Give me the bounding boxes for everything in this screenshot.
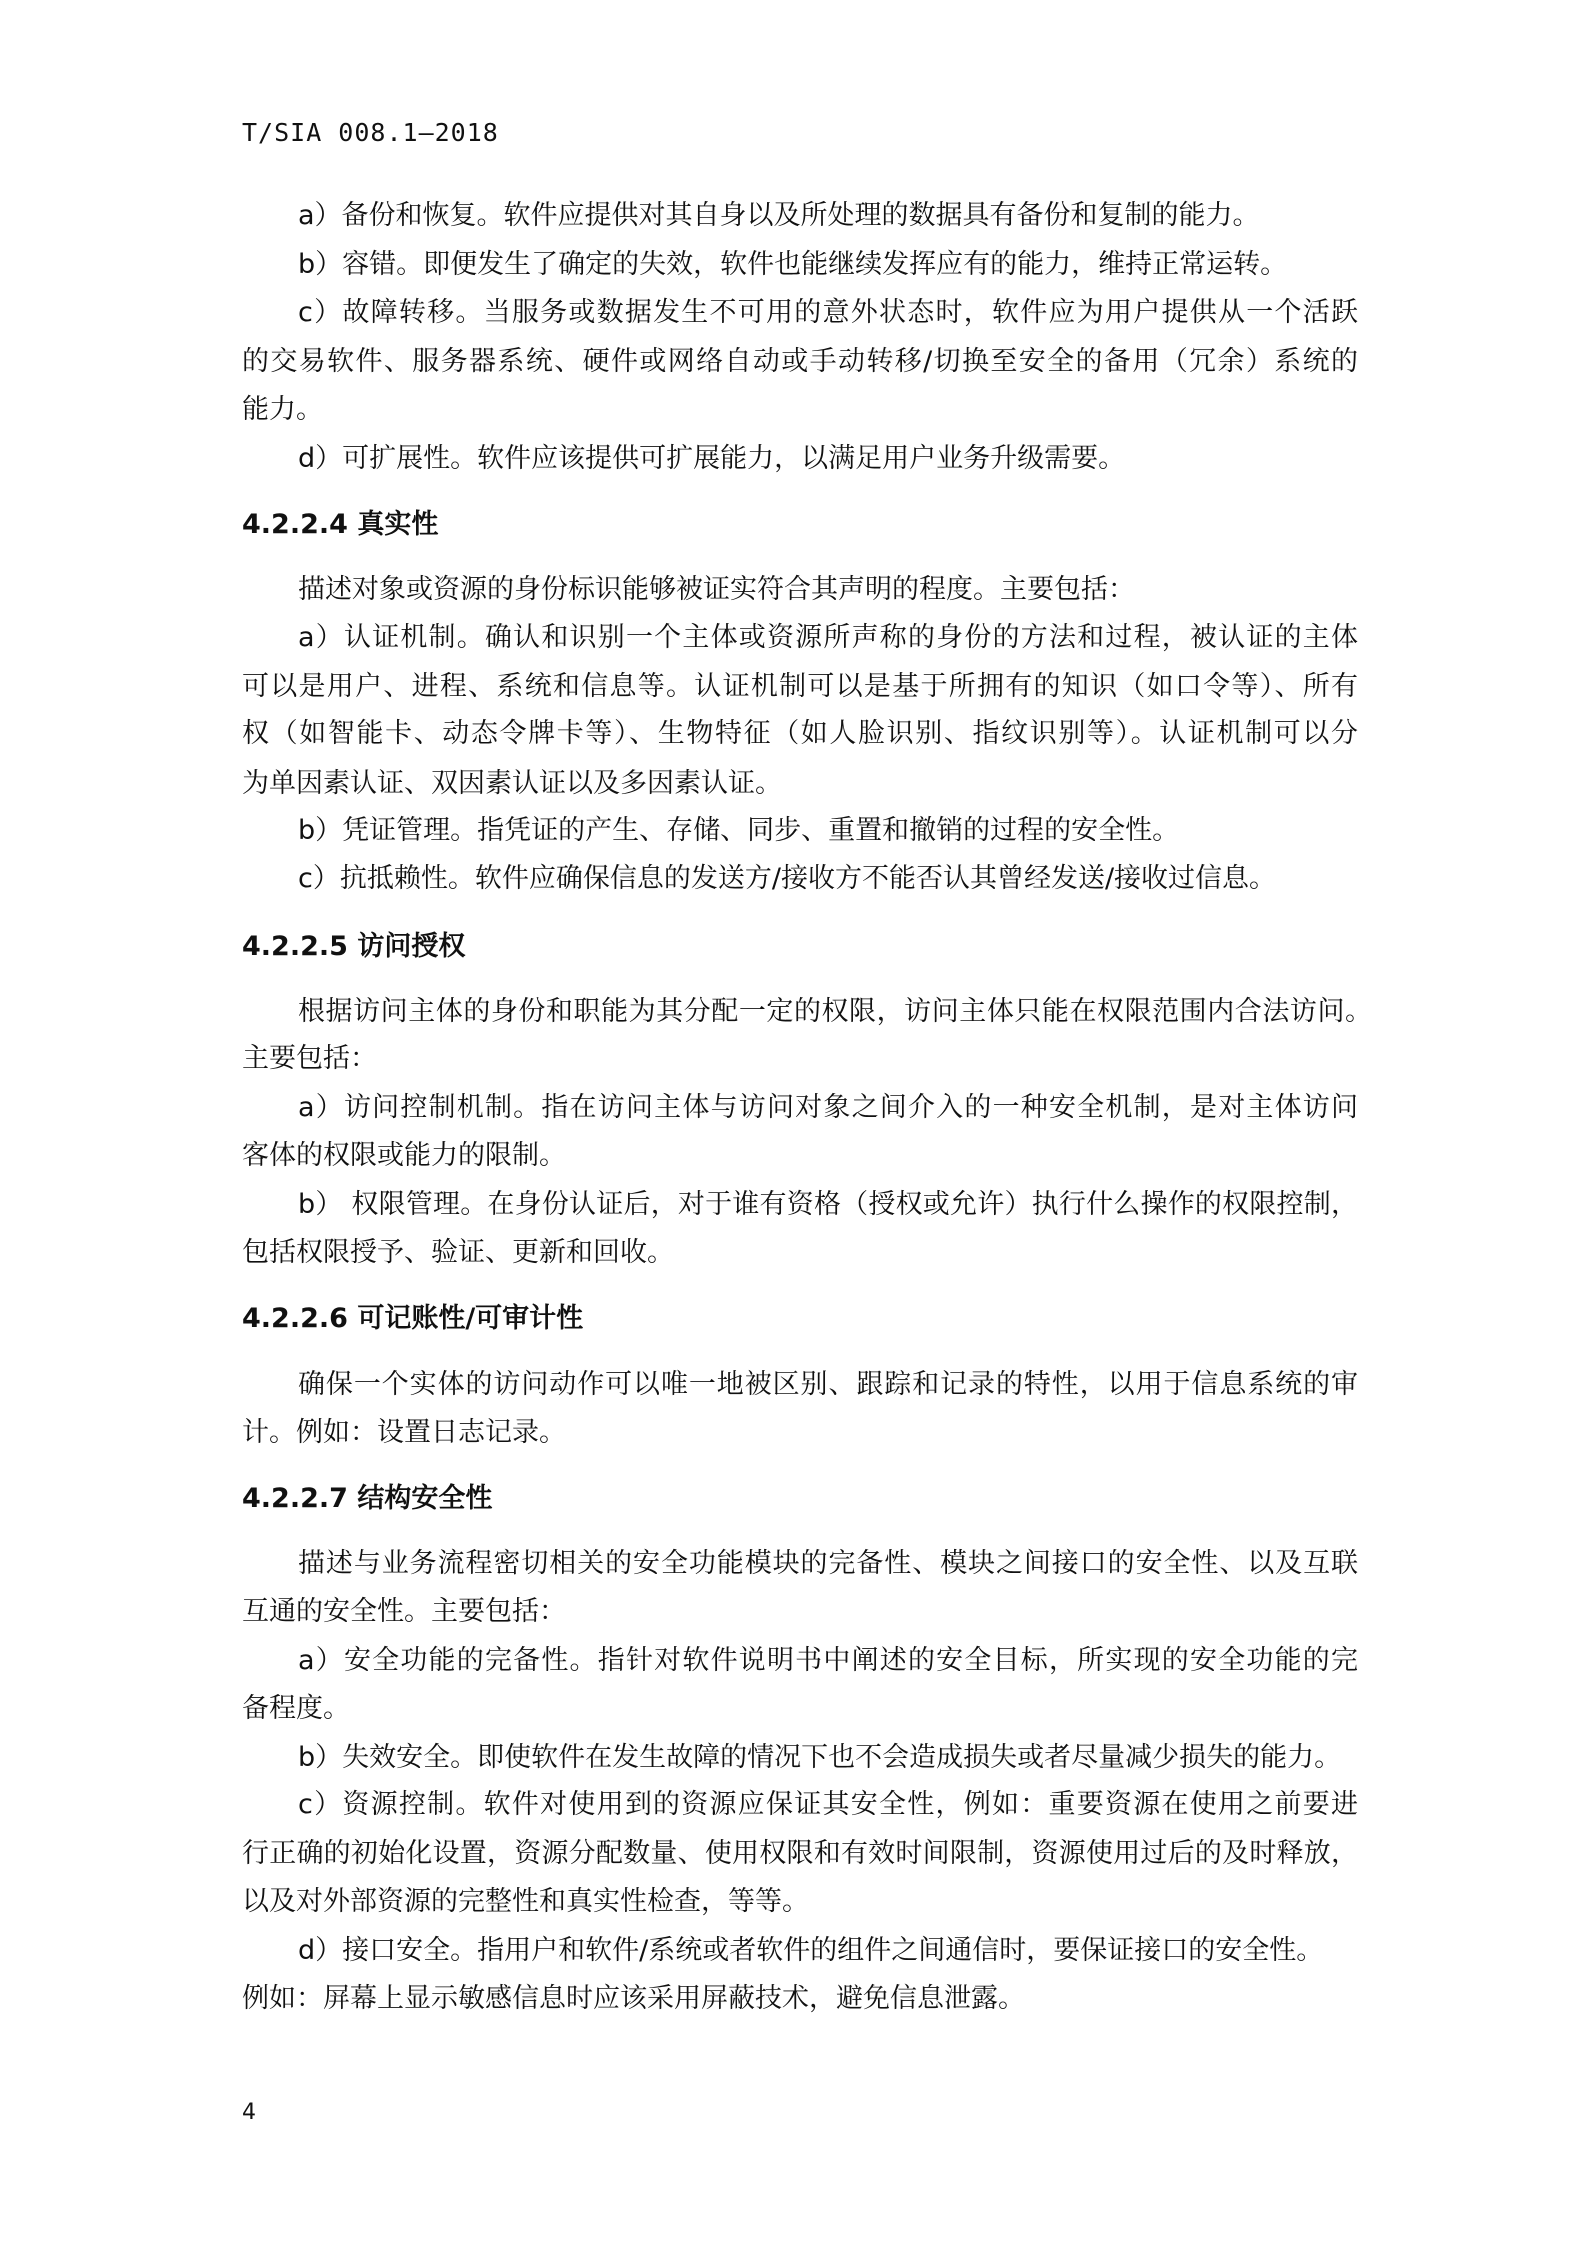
paragraph-line: 客体的权限或能力的限制。 (242, 1140, 566, 1171)
paragraph-line: 包括权限授予、验证、更新和回收。 (242, 1237, 674, 1268)
paragraph-line: d）接口安全。指用户和软件/系统或者软件的组件之间通信时，要保证接口的安全性。 (298, 1935, 1324, 1966)
paragraph-line: 主要包括： (242, 1043, 377, 1074)
section-heading-4-2-2-6: 4.2.2.6 可记账性/可审计性 (242, 1303, 584, 1334)
paragraph-line: 为单因素认证、双因素认证以及多因素认证。 (242, 768, 782, 799)
section-heading-4-2-2-7: 4.2.2.7 结构安全性 (242, 1483, 493, 1514)
paragraph-line: c）故障转移。当服务或数据发生不可用的意外状态时，软件应为用户提供从一个活跃 (298, 297, 1358, 328)
paragraph-line: b）失效安全。即使软件在发生故障的情况下也不会造成损失或者尽量减少损失的能力。 (298, 1742, 1342, 1773)
paragraph-line: c）抗抵赖性。软件应确保信息的发送方/接收方不能否认其曾经发送/接收过信息。 (298, 863, 1277, 894)
paragraph-line: b） 权限管理。在身份认证后，对于谁有资格（授权或允许）执行什么操作的权限控制， (298, 1189, 1358, 1220)
page-number: 4 (242, 2100, 256, 2125)
paragraph-line: 描述对象或资源的身份标识能够被证实符合其声明的程度。主要包括： (298, 574, 1135, 605)
section-heading-4-2-2-5: 4.2.2.5 访问授权 (242, 931, 466, 962)
paragraph-line: 能力。 (242, 394, 323, 425)
paragraph-line: a）认证机制。确认和识别一个主体或资源所声称的身份的方法和过程，被认证的主体 (298, 622, 1358, 653)
paragraph-line: 权（如智能卡、动态令牌卡等）、生物特征（如人脸识别、指纹识别等）。认证机制可以分 (242, 718, 1358, 749)
paragraph-line: 以及对外部资源的完整性和真实性检查，等等。 (242, 1886, 809, 1917)
paragraph-line: 描述与业务流程密切相关的安全功能模块的完备性、模块之间接口的安全性、以及互联 (298, 1548, 1358, 1579)
document-code-header: T/SIA 008.1—2018 (242, 118, 499, 147)
paragraph-line: 备程度。 (242, 1693, 350, 1724)
paragraph-line: 计。例如：设置日志记录。 (242, 1417, 566, 1448)
paragraph-line: 例如：屏幕上显示敏感信息时应该采用屏蔽技术，避免信息泄露。 (242, 1983, 1025, 2014)
paragraph-line: b）容错。即便发生了确定的失效，软件也能继续发挥应有的能力，维持正常运转。 (298, 249, 1288, 280)
paragraph-line: d）可扩展性。软件应该提供可扩展能力，以满足用户业务升级需要。 (298, 443, 1126, 474)
paragraph-line: 可以是用户、进程、系统和信息等。认证机制可以是基于所拥有的知识（如口令等）、所有 (242, 671, 1358, 702)
paragraph-line: a）备份和恢复。软件应提供对其自身以及所处理的数据具有备份和复制的能力。 (298, 200, 1260, 231)
paragraph-line: c）资源控制。软件对使用到的资源应保证其安全性，例如：重要资源在使用之前要进 (298, 1789, 1358, 1820)
paragraph-line: 的交易软件、服务器系统、硬件或网络自动或手动转移/切换至安全的备用（冗余）系统的 (242, 346, 1358, 377)
paragraph-line: 根据访问主体的身份和职能为其分配一定的权限，访问主体只能在权限范围内合法访问。 (298, 996, 1372, 1027)
paragraph-line: a）访问控制机制。指在访问主体与访问对象之间介入的一种安全机制，是对主体访问 (298, 1092, 1358, 1123)
paragraph-line: 互通的安全性。主要包括： (242, 1596, 566, 1627)
paragraph-line: a）安全功能的完备性。指针对软件说明书中阐述的安全目标，所实现的安全功能的完 (298, 1645, 1358, 1676)
paragraph-line: b）凭证管理。指凭证的产生、存储、同步、重置和撤销的过程的安全性。 (298, 815, 1180, 846)
paragraph-line: 行正确的初始化设置，资源分配数量、使用权限和有效时间限制，资源使用过后的及时释放， (242, 1838, 1358, 1869)
section-heading-4-2-2-4: 4.2.2.4 真实性 (242, 509, 439, 540)
paragraph-line: 确保一个实体的访问动作可以唯一地被区别、跟踪和记录的特性，以用于信息系统的审 (298, 1369, 1358, 1400)
